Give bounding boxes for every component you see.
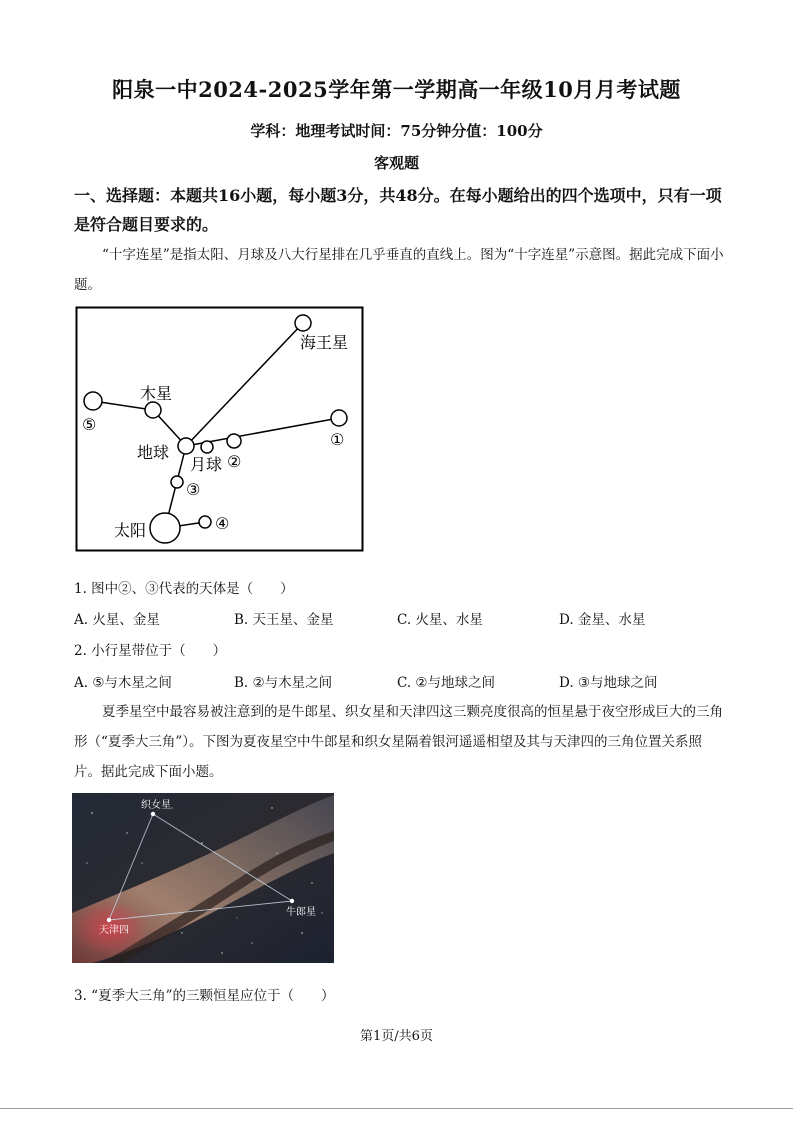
q1-option-a[interactable]: A. 火星、金星 <box>74 612 160 628</box>
section-heading: 客观题 <box>373 154 419 172</box>
star-field <box>72 793 334 963</box>
label-vega: 织女星 <box>141 800 171 811</box>
label-4: ④ <box>215 514 230 533</box>
label-5: ⑤ <box>82 415 97 434</box>
passage-1: “十字连星”是指太阳、月球及八大行星排在几乎垂直的直线上。图为“十字连星”示意图。据此完成下面小题。 <box>74 247 724 293</box>
q2-stem: 2. 小行星带位于（ ） <box>74 643 227 659</box>
altair-star <box>290 899 294 903</box>
bottom-divider <box>0 1108 793 1109</box>
label-neptune: 海王星 <box>300 333 349 352</box>
exam-title: 阳泉一中2024-2025学年第一学期高一年级10月月考试题 <box>112 77 681 102</box>
deneb-star <box>107 918 111 922</box>
label-1: ① <box>330 430 345 449</box>
q2-option-b[interactable]: B. ②与木星之间 <box>234 675 333 691</box>
body-1 <box>331 410 347 426</box>
q2-option-c[interactable]: C. ②与地球之间 <box>397 675 496 691</box>
q3-stem: 3. “夏季大三角”的三颗恒星应位于（ ） <box>74 988 335 1004</box>
passage-2: 夏季星空中最容易被注意到的是牛郎星、织女星和天津四这三颗亮度很高的恒星悬于夜空形成巨大的三角形（“夏季大三角”）。下图为夏夜星空中牛郎星和织女星隔着银河遥遥相望及其与天津四的三角位置关系照片。据此完成下面小题。 <box>74 704 723 780</box>
q1-option-c[interactable]: C. 火星、水星 <box>397 612 483 628</box>
jupiter-body <box>145 402 161 418</box>
label-3: ③ <box>186 480 201 499</box>
q1-option-d[interactable]: D. 金星、水星 <box>559 612 646 628</box>
page-footer: 第1页/共6页 <box>360 1029 433 1044</box>
body-2 <box>227 434 241 448</box>
sun-body <box>150 513 180 543</box>
body-5 <box>84 392 102 410</box>
instructions: 一、选择题：本题共16小题，每小题3分，共48分。在每小题给出的四个选项中，只有一项是符合题目要求的。 <box>74 186 722 234</box>
label-earth: 地球 <box>137 443 170 462</box>
label-altair: 牛郎星 <box>286 907 316 918</box>
q1-option-b[interactable]: B. 天王星、金星 <box>234 612 334 628</box>
label-jupiter: 木星 <box>140 384 173 403</box>
q2-option-d[interactable]: D. ③与地球之间 <box>559 675 658 691</box>
body-4 <box>199 516 211 528</box>
q2-option-a[interactable]: A. ⑤与木星之间 <box>74 675 172 691</box>
moon-body <box>201 441 213 453</box>
vega-star <box>151 812 155 816</box>
body-3 <box>171 476 183 488</box>
neptune-body <box>295 315 311 331</box>
label-deneb: 天津四 <box>99 925 129 936</box>
earth-body <box>178 438 194 454</box>
summer-triangle-photo <box>72 793 334 963</box>
label-sun: 太阳 <box>114 521 147 540</box>
label-moon: 月球 <box>190 455 223 474</box>
alignment-diagram <box>74 305 366 555</box>
q1-stem: 1. 图中②、③代表的天体是（ ） <box>74 581 294 597</box>
label-2: ② <box>227 452 242 471</box>
exam-meta: 学科：地理考试时间：75分钟分值：100分 <box>250 122 543 140</box>
